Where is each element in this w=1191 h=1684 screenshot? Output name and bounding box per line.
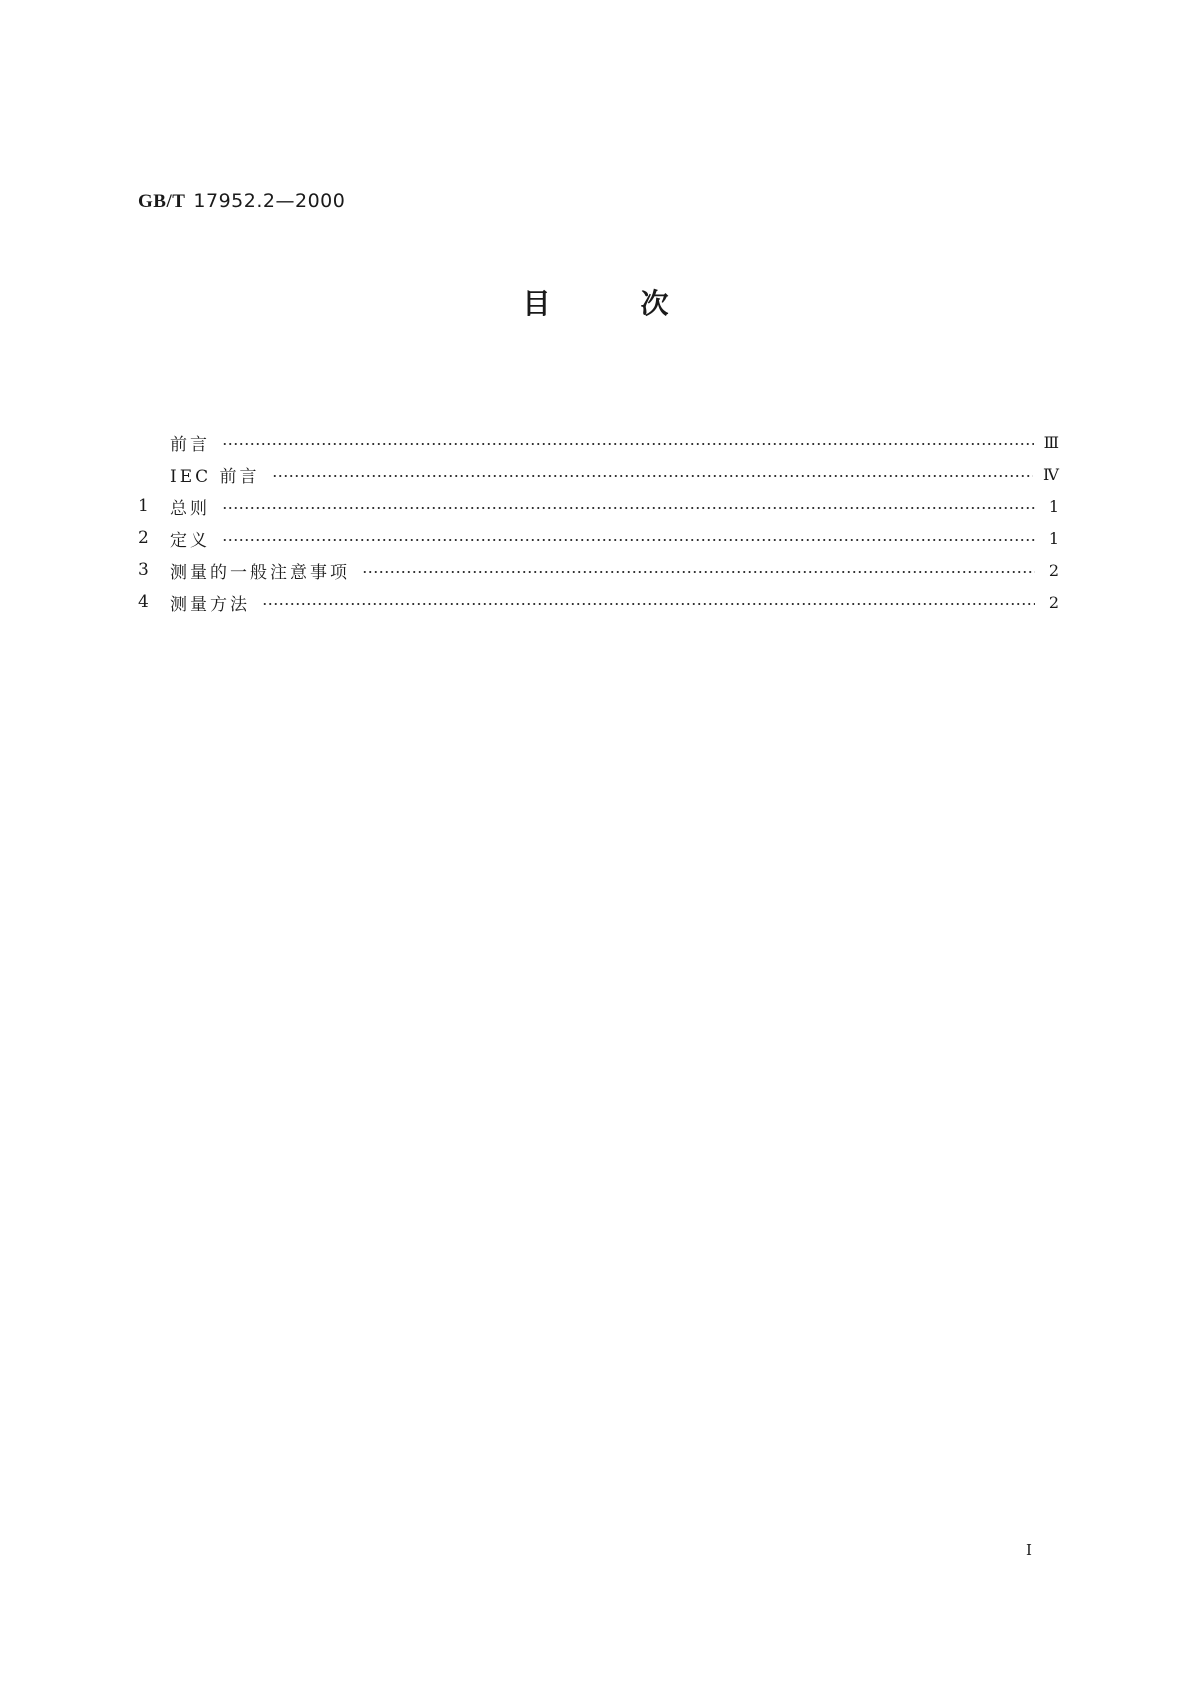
toc-dot-leader	[262, 603, 1035, 605]
toc-entry-definitions[interactable]	[138, 522, 1059, 554]
toc-entry-page: 1	[1048, 528, 1059, 548]
toc-entry-number: 4	[138, 592, 149, 612]
toc-dot-leader	[272, 475, 1033, 477]
toc-entry-preface[interactable]	[138, 426, 1059, 458]
toc-entry-general-precautions[interactable]	[138, 554, 1059, 586]
toc-entry-label: 测量方法	[170, 594, 250, 615]
standard-number: 17952.2—2000	[193, 190, 346, 212]
toc-entry-number: 1	[138, 496, 149, 516]
toc-entry-page: Ⅲ	[1043, 432, 1059, 452]
document-header	[138, 190, 345, 213]
toc-entry-page: 2	[1048, 560, 1059, 580]
toc-entry-general[interactable]	[138, 490, 1059, 522]
toc-entry-page: 1	[1048, 496, 1059, 516]
toc-entry-number: 3	[138, 560, 149, 580]
toc-entry-label: 定义	[170, 530, 210, 551]
toc-entry-measurement-methods[interactable]	[138, 586, 1059, 618]
toc-entry-label: IEC 前言	[170, 466, 260, 487]
toc-dot-leader	[222, 507, 1035, 509]
toc-dot-leader	[222, 443, 1034, 445]
table-of-contents	[138, 426, 1059, 618]
page-number: I	[1026, 1541, 1032, 1559]
toc-dot-leader	[362, 571, 1035, 573]
toc-entry-label: 测量的一般注意事项	[170, 562, 350, 583]
standard-code: GB/T	[138, 191, 186, 212]
toc-entry-label: 总则	[170, 498, 210, 519]
page-title: 目次	[522, 287, 759, 320]
toc-entry-page: Ⅳ	[1043, 464, 1059, 484]
toc-entry-page: 2	[1048, 592, 1059, 612]
toc-dot-leader	[222, 539, 1035, 541]
toc-entry-iec-preface[interactable]	[138, 458, 1059, 490]
toc-entry-number: 2	[138, 528, 149, 548]
toc-entry-label: 前言	[170, 434, 210, 455]
